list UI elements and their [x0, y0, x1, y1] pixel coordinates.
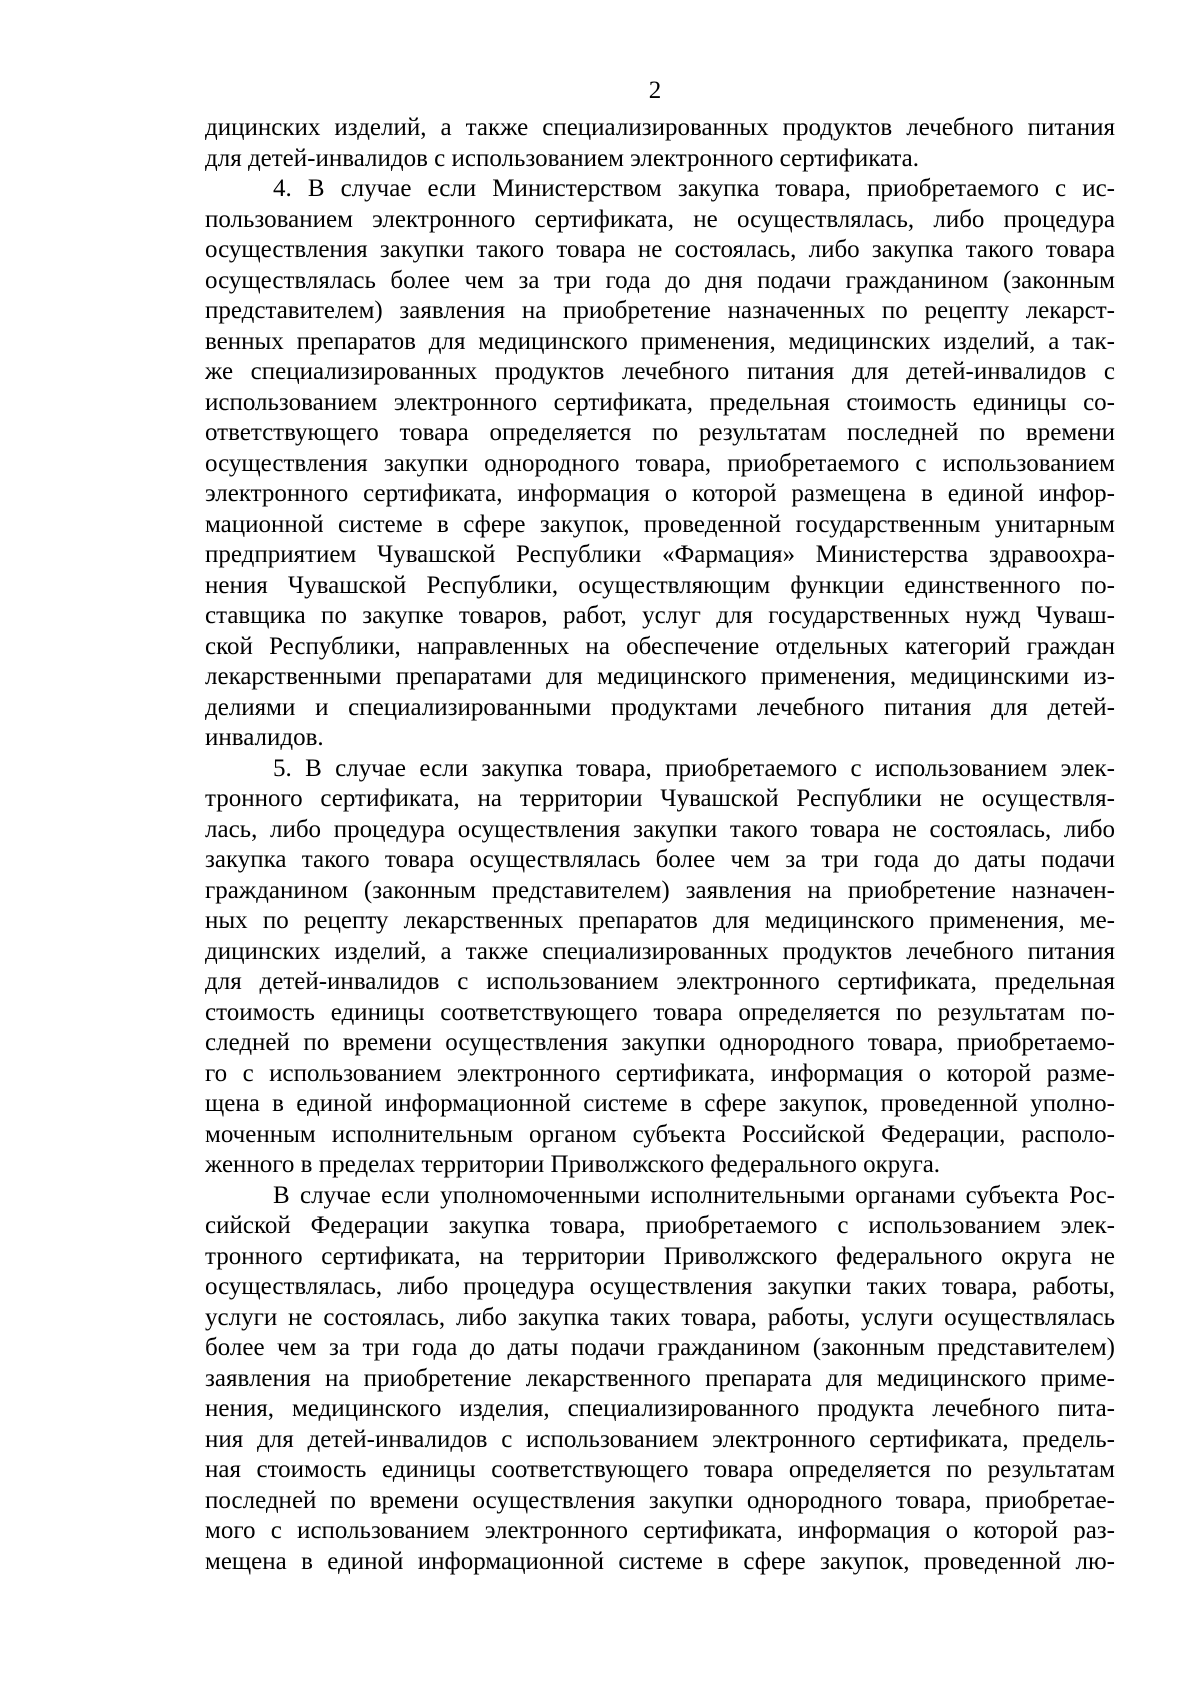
text-line: щена в единой информационной системе в сфере закупок, проведенной уполно-	[205, 1090, 1115, 1117]
text-line: нения Чувашской Республики, осуществляющим функции единственного по-	[205, 571, 1115, 599]
text-line: сийской Федерации закупка товара, приобретаемого с использованием элек-	[205, 1212, 1115, 1239]
text-line: ставщика по закупке товаров, работ, услуг для государственных нужд Чуваш-	[205, 602, 1115, 629]
text-line: 5. В случае если закупка товара, приобретаемого с использованием элек-	[273, 754, 1115, 782]
paragraph	[205, 1181, 1115, 1578]
text-line: инвалидов.	[205, 724, 324, 751]
page-number: 2	[648, 77, 662, 104]
text-line: ных по рецепту лекарственных препаратов для медицинского применения, ме-	[205, 907, 1115, 934]
text-line: осуществления закупки однородного товара, приобретаемого с использованием	[205, 449, 1115, 477]
text-line: тронного сертификата, на территории Чувашской Республики не осуществля-	[205, 785, 1115, 812]
text-line: закупка такого товара осуществлялась более чем за три года до даты подачи	[205, 846, 1115, 873]
text-line: последней по времени осуществления закупки однородного товара, приобретае-	[205, 1486, 1115, 1514]
text-line: пользованием электронного сертификата, не осуществлялась, либо процедура	[205, 205, 1115, 233]
text-line: дицинских изделий, а также специализированных продуктов лечебного питания	[205, 114, 1115, 141]
text-line: ответствующего товара определяется по результатам последней по времени	[205, 419, 1115, 446]
text-line: использованием электронного сертификата, предельная стоимость единицы со-	[205, 388, 1115, 416]
text-line: заявления на приобретение лекарственного препарата для медицинского приме-	[205, 1364, 1115, 1392]
text-line: для детей-инвалидов с использованием электронного сертификата.	[205, 144, 920, 172]
paragraph	[205, 174, 1115, 754]
text-line: предприятием Чувашской Республики «Фармация» Министерства здравоохра-	[205, 541, 1115, 568]
text-line: же специализированных продуктов лечебного питания для детей-инвалидов с	[205, 358, 1115, 385]
text-line: лась, либо процедура осуществления закупки такого товара не состоялась, либо	[205, 815, 1115, 843]
text-line: го с использованием электронного сертификата, информация о которой разме-	[205, 1059, 1115, 1087]
text-line: мационной системе в сфере закупок, проведенной государственным унитарным	[205, 510, 1115, 538]
text-line: электронного сертификата, информация о которой размещена в единой инфор-	[205, 480, 1115, 507]
text-line: более чем за три года до даты подачи гражданином (законным представителем)	[205, 1334, 1115, 1361]
text-line: услуги не состоялась, либо закупка таких товара, работы, услуги осуществлялась	[205, 1303, 1115, 1331]
text-line: 4. В случае если Министерством закупка товара, приобретаемого с ис-	[273, 175, 1115, 202]
text-line: делиями и специализированными продуктами лечебного питания для детей-	[205, 693, 1115, 721]
text-line: женного в пределах территории Приволжского федерального округа.	[205, 1151, 941, 1178]
text-line: венных препаратов для медицинского применения, медицинских изделий, а так-	[205, 327, 1115, 355]
text-line: мого с использованием электронного сертификата, информация о которой раз-	[205, 1517, 1115, 1544]
text-line: ской Республики, направленных на обеспечение отдельных категорий граждан	[205, 632, 1115, 660]
text-line: стоимость единицы соответствующего товара определяется по результатам по-	[205, 998, 1115, 1026]
text-line: осуществлялась, либо процедура осуществления закупки таких товара, работы,	[205, 1273, 1115, 1300]
text-line: представителем) заявления на приобретение назначенных по рецепту лекарст-	[205, 297, 1115, 324]
text-line: осуществлялась более чем за три года до дня подачи гражданином (законным	[205, 266, 1115, 294]
text-line: ная стоимость единицы соответствующего товара определяется по результатам	[205, 1456, 1115, 1483]
paragraph	[205, 113, 1115, 174]
text-line: осуществления закупки такого товара не состоялась, либо закупка такого товара	[205, 236, 1115, 263]
text-line: дицинских изделий, а также специализированных продуктов лечебного питания	[205, 937, 1115, 965]
text-line: мещена в единой информационной системе в сфере закупок, проведенной лю-	[205, 1547, 1115, 1575]
text-line: тронного сертификата, на территории Приволжского федерального округа не	[205, 1242, 1115, 1270]
text-line: следней по времени осуществления закупки однородного товара, приобретаемо-	[205, 1029, 1115, 1056]
text-line: моченным исполнительным органом субъекта Российской Федерации, располо-	[205, 1120, 1115, 1148]
text-line: нения, медицинского изделия, специализированного продукта лечебного пита-	[205, 1395, 1115, 1422]
document-body	[205, 113, 1115, 1577]
text-line: лекарственными препаратами для медицинского применения, медицинскими из-	[205, 663, 1115, 690]
text-line: ния для детей-инвалидов с использованием электронного сертификата, предель-	[205, 1425, 1115, 1453]
text-line: для детей-инвалидов с использованием электронного сертификата, предельная	[205, 968, 1115, 995]
text-line: гражданином (законным представителем) заявления на приобретение назначен-	[205, 876, 1115, 904]
text-line: В случае если уполномоченными исполнительными органами субъекта Рос-	[273, 1181, 1115, 1209]
paragraph	[205, 754, 1115, 1181]
